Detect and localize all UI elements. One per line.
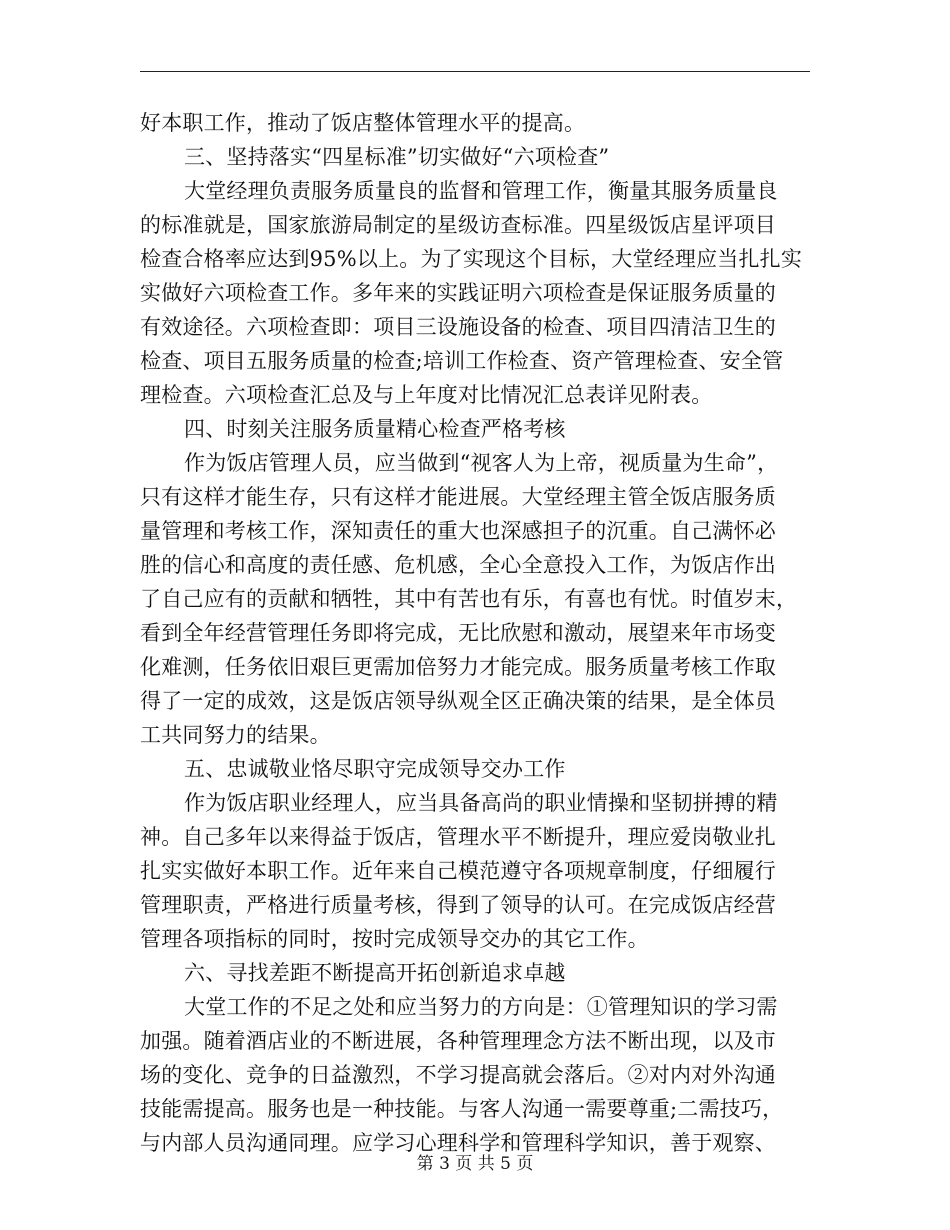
text-line: 化难测，任务依旧艰巨更需加倍努力才能完成。服务质量考核工作取 [140, 655, 776, 679]
text-line: 作为饭店管理人员，应当做到“视客人为上帝，视质量为生命”， [184, 451, 779, 475]
text-line: 扎实实做好本职工作。近年来自己模范遵守各项规章制度，仔细履行 [140, 859, 776, 883]
text-line: 与内部人员沟通同理。应学习心理科学和管理科学知识，善于观察、 [140, 1131, 776, 1155]
text-line: 检查、项目五服务质量的检查;培训工作检查、资产管理检查、安全管 [140, 349, 784, 373]
text-line: 场的变化、竞争的日益激烈，不学习提高就会落后。②对内对外沟通 [140, 1063, 776, 1087]
text-line: 好本职工作，推动了饭店整体管理水平的提高。 [140, 111, 586, 135]
text-line: 了自己应有的贡献和牺牲，其中有苦也有乐，有喜也有忧。时值岁末， [140, 587, 798, 611]
section-heading: 六、寻找差距不断提高开拓创新追求卓越 [184, 961, 566, 985]
header-rule [140, 71, 810, 72]
text-line: 看到全年经营管理任务即将完成，无比欣慰和激动，展望来年市场变 [140, 621, 776, 645]
text-line: 管理职责，严格进行质量考核，得到了领导的认可。在完成饭店经营 [140, 893, 776, 917]
text-line: 大堂经理负责服务质量良的监督和管理工作，衡量其服务质量良 [184, 179, 778, 203]
page-number: 第 3 页 共 5 页 [416, 1154, 534, 1174]
text-line: 工共同努力的结果。 [140, 723, 331, 747]
section-heading: 三、坚持落实“四星标准”切实做好“六项检查” [184, 145, 610, 169]
text-line: 实做好六项检查工作。多年来的实践证明六项检查是保证服务质量的 [140, 281, 776, 305]
text-line: 的标准就是，国家旅游局制定的星级访查标准。四星级饭店星评项目 [140, 213, 776, 237]
text-line: 神。自己多年以来得益于饭店，管理水平不断提升，理应爱岗敬业扎 [140, 825, 776, 849]
text-line: 胜的信心和高度的责任感、危机感，全心全意投入工作，为饭店作出 [140, 553, 776, 577]
text-line: 有效途径。六项检查即：项目三设施设备的检查、项目四清洁卫生的 [140, 315, 776, 339]
text-line: 技能需提高。服务也是一种技能。与客人沟通一需要尊重;二需技巧， [140, 1097, 784, 1121]
document-body [140, 106, 810, 1160]
text-line: 量管理和考核工作，深知责任的重大也深感担子的沉重。自己满怀必 [140, 519, 776, 543]
text-line: 作为饭店职业经理人，应当具备高尚的职业情操和坚韧拼搏的精 [184, 791, 778, 815]
section-heading: 四、时刻关注服务质量精心检查严格考核 [184, 417, 566, 441]
text-line: 管理各项指标的同时，按时完成领导交办的其它工作。 [140, 927, 649, 951]
text-line: 理检查。六项检查汇总及与上年度对比情况汇总表详见附表。 [140, 383, 713, 407]
text-line: 加强。随着酒店业的不断进展，各种管理理念方法不断出现，以及市 [140, 1029, 776, 1053]
section-heading: 五、忠诚敬业恪尽职守完成领导交办工作 [184, 757, 566, 781]
text-line: 大堂工作的不足之处和应当努力的方向是：①管理知识的学习需 [184, 995, 778, 1019]
text-line: 检查合格率应达到95%以上。为了实现这个目标，大堂经理应当扎扎实 [140, 247, 803, 271]
text-line: 得了一定的成效，这是饭店领导纵观全区正确决策的结果，是全体员 [140, 689, 776, 713]
text-line: 只有这样才能生存，只有这样才能进展。大堂经理主管全饭店服务质 [140, 485, 776, 509]
